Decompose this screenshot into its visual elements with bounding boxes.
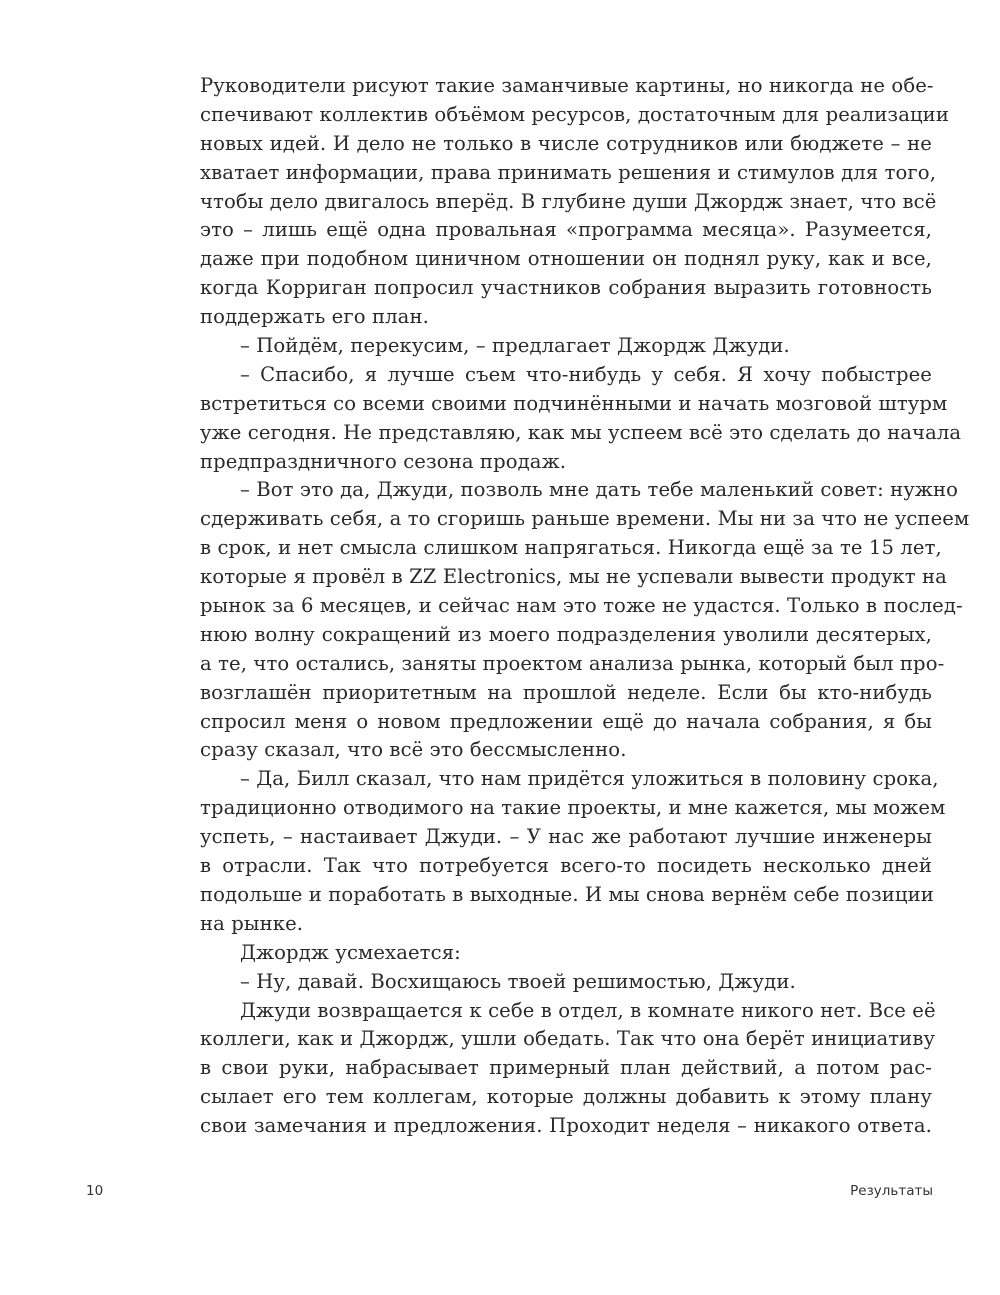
text-line: возглашён приоритетным на прошлой неделе. Если бы кто-нибудь [200, 680, 932, 704]
text-line: успеть, – настаивает Джуди. – У нас же работают лучшие инженеры [200, 825, 932, 849]
page-body-text [200, 72, 970, 1141]
paragraph [200, 997, 936, 1141]
text-line: сылает его тем коллегам, которые должны добавить к этому плану [200, 1085, 932, 1109]
paragraph [200, 72, 950, 332]
text-line: спросил меня о новом предложении ещё до начала собрания, я бы [200, 709, 932, 733]
text-line: которые я провёл в ZZ Electronics, мы не успевали вывести продукт на [200, 565, 947, 589]
text-line: в срок, и нет смысла слишком напрягаться. Никогда ещё за те 15 лет, [200, 536, 942, 560]
text-line: Руководители рисуют такие заманчивые картины, но никогда не обе- [200, 74, 934, 97]
text-line: предпраздничного сезона продаж. [200, 449, 567, 473]
text-line: на рынке. [200, 911, 304, 935]
paragraph [200, 765, 946, 938]
text-line: сразу сказал, что всё это бессмысленно. [200, 738, 627, 762]
text-line: в свои руки, набрасывает примерный план действий, а потом рас- [200, 1056, 932, 1080]
text-line: коллеги, как и Джордж, ушли обедать. Так что она берёт инициативу [200, 1027, 936, 1051]
text-line: – Ну, давай. Восхищаюсь твоей решимостью, Джуди. [240, 969, 796, 993]
text-line: – Спасибо, я лучше съем что-нибудь у себя. Я хочу побыстрее [240, 362, 932, 386]
text-line: новых идей. И дело не только в числе сотрудников или бюджете – не [200, 131, 932, 155]
text-line: Джордж усмехается: [240, 940, 461, 964]
text-line: Джуди возвращается к себе в отдел, в комнате никого нет. Все её [240, 998, 936, 1022]
running-title: Результаты [850, 1183, 933, 1199]
text-line: это – лишь ещё одна провальная «программа месяца». Разумеется, [200, 218, 932, 242]
text-line: рынок за 6 месяцев, и сейчас нам это тоже не удастся. Только в послед- [200, 594, 963, 618]
text-line: спечивают коллектив объёмом ресурсов, достаточным для реализации [200, 102, 950, 126]
text-line: подольше и поработать в выходные. И мы снова вернём себе позиции [200, 882, 934, 906]
text-line: даже при подобном циничном отношении он поднял руку, как и все, [200, 247, 932, 271]
paragraph [200, 332, 932, 361]
text-line: уже сегодня. Не представляю, как мы успеем всё это сделать до начала [200, 420, 962, 444]
text-line: встретиться со всеми своими подчинёнными и начать мозговой штурм [200, 391, 948, 415]
paragraph [200, 968, 932, 997]
text-line: хватает информации, права принимать решения и стимулов для того, [200, 160, 937, 184]
paragraph [200, 476, 970, 765]
text-line: – Пойдём, перекусим, – предлагает Джордж Джуди. [240, 334, 790, 358]
text-line: нюю волну сокращений из моего подразделения уволили десятерых, [200, 622, 932, 646]
text-line: а те, что остались, заняты проектом анализа рынка, который был про- [200, 651, 945, 675]
text-line: когда Корриган попросил участников собрания выразить готовность [200, 276, 932, 300]
page-footer [86, 1183, 933, 1207]
text-line: поддержать его план. [200, 305, 429, 329]
text-line: свои замечания и предложения. Проходит неделя – никакого ответа. [200, 1114, 932, 1138]
page-number: 10 [86, 1183, 104, 1199]
text-line: традиционно отводимого на такие проекты, и мне кажется, мы можем [200, 796, 946, 820]
text-line: чтобы дело двигалось вперёд. В глубине души Джордж знает, что всё [200, 189, 937, 213]
text-line: сдерживать себя, а то сгоришь раньше времени. Мы ни за что не успеем [200, 507, 970, 531]
text-line: – Вот это да, Джуди, позволь мне дать тебе маленький совет: нужно [240, 478, 959, 502]
paragraph [200, 361, 962, 477]
paragraph [200, 939, 932, 968]
text-line: в отрасли. Так что потребуется всего-то посидеть несколько дней [200, 854, 932, 878]
text-line: – Да, Билл сказал, что нам придётся уложиться в половину срока, [240, 767, 939, 791]
